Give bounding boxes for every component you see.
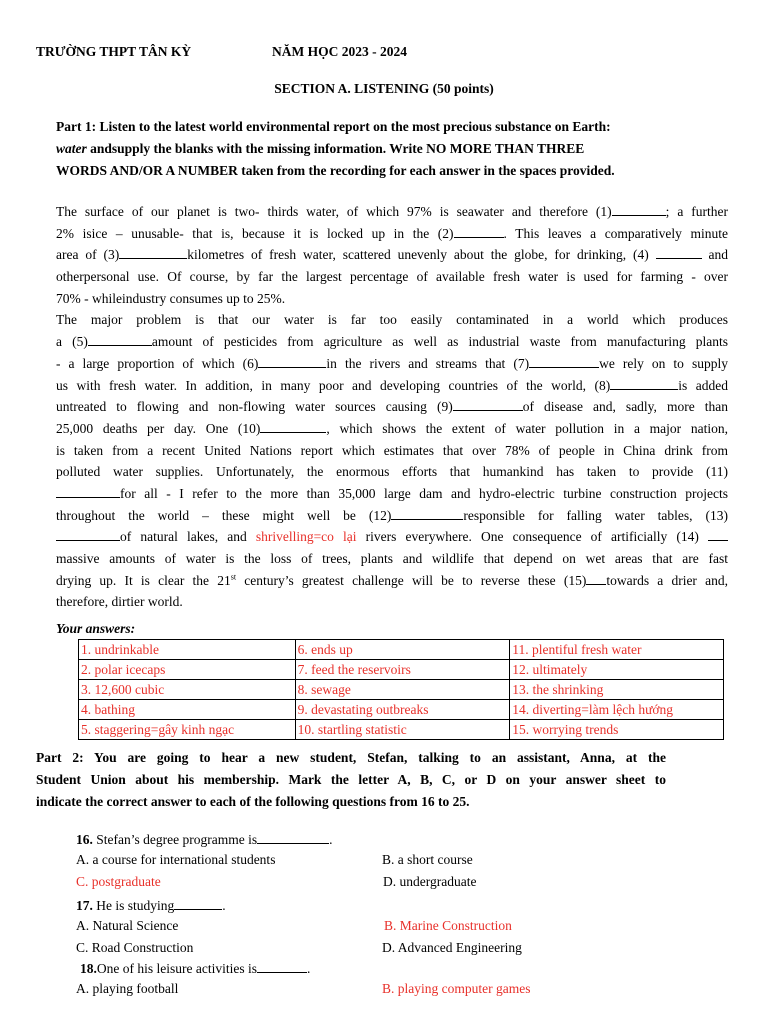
- passage-line: area of (3) kilometres of fresh water, scattered unevenly about the globe, for drinking, (4) and: [56, 247, 728, 263]
- answer-cell: 9. devastating outbreaks: [295, 700, 510, 720]
- blank-1[interactable]: [612, 202, 666, 216]
- passage-line: of natural lakes, and shrivelling=co lại rivers everywhere. One consequence of artificially (14): [56, 526, 728, 548]
- option-16-c[interactable]: C. postgraduate: [76, 874, 161, 889]
- answer-cell: 15. worrying trends: [510, 720, 724, 740]
- option-17-a[interactable]: A. Natural Science: [76, 918, 179, 933]
- part1-passage: [56, 201, 728, 613]
- answer-cell: 5. staggering=gây kinh ngạc: [79, 720, 296, 740]
- part1-instruction-line3: WORDS AND/OR A NUMBER taken from the recording for each answer in the spaces provided.: [56, 163, 615, 178]
- answers-row: [79, 680, 724, 700]
- blank-7[interactable]: [529, 354, 599, 368]
- answer-cell: 1. undrinkable: [79, 640, 296, 660]
- passage-line: untreated to flowing and non-flowing water sources causing (9) of disease and, sadly, more than: [56, 399, 728, 415]
- answers-row: [79, 660, 724, 680]
- option-17-d[interactable]: D. Advanced Engineering: [382, 940, 522, 955]
- vocab-note-red: shrivelling=co lại: [255, 529, 357, 545]
- section-title: SECTION A. LISTENING (50 points): [274, 81, 494, 96]
- question-17: 17. He is studying .: [76, 898, 226, 913]
- blank-17[interactable]: [174, 896, 222, 910]
- answer-cell: 4. bathing: [79, 700, 296, 720]
- answer-cell: 14. diverting=làm lệch hướng: [510, 700, 724, 720]
- part2-instruction-line3: indicate the correct answer to each of the following questions from 16 to 25.: [36, 794, 470, 809]
- answers-label: Your answers:: [56, 621, 136, 636]
- answer-cell: 6. ends up: [295, 640, 510, 660]
- blank-14[interactable]: [708, 527, 728, 541]
- answer-cell: 12. ultimately: [510, 660, 724, 680]
- option-18-b[interactable]: B. playing computer games: [382, 981, 531, 996]
- option-16-a[interactable]: A. a course for international students: [76, 852, 276, 867]
- answer-cell: 3. 12,600 cubic: [79, 680, 296, 700]
- option-18-a[interactable]: A. playing football: [76, 981, 179, 996]
- part1-italic-word: water: [56, 141, 87, 156]
- passage-line: a (5) amount of pesticides from agriculture as well as industrial waste from manufacturing plants: [56, 334, 729, 350]
- blank-2[interactable]: [454, 224, 504, 238]
- part1-instructions: [56, 116, 728, 182]
- passage-line: us with fresh water. In addition, in many poor and developing countries of the world, (8) is added: [56, 377, 728, 393]
- blank-3[interactable]: [119, 245, 187, 259]
- option-16-b[interactable]: B. a short course: [382, 852, 473, 867]
- part1-instruction-line2: water andsupply the blanks with the missing information. Write NO MORE THAN THREE: [56, 141, 585, 156]
- passage-line: drying up. It is clear the 21st century’s greatest challenge will be to reverse these (15) towards a drier and,: [56, 572, 728, 588]
- passage-line: 2% isice – unusable- that is, because it is locked up in the (2) . This leaves a comparatively minute: [56, 225, 728, 241]
- part2-instruction-line2: Student Union about his membership. Mark the letter A, B, C, or D on your answer sheet to: [36, 772, 666, 787]
- passage-line: The major problem is that our water is far too easily contaminated in a world which produces: [56, 312, 728, 328]
- passage-line: massive amounts of water is the loss of trees, plants and wildlife that depend on wet areas that are fast: [56, 551, 728, 566]
- answers-row: [79, 720, 724, 740]
- answers-row: [79, 640, 724, 660]
- answer-cell: 2. polar icecaps: [79, 660, 296, 680]
- blank-15[interactable]: [586, 571, 606, 585]
- passage-line: throughout the world – these might well be (12) responsible for falling water tables, (13): [56, 507, 728, 523]
- blank-9[interactable]: [453, 397, 523, 411]
- passage-line: 25,000 deaths per day. One (10) , which shows the extent of water pollution in a major nation,: [56, 420, 728, 436]
- question-18: 18.One of his leisure activities is .: [80, 961, 311, 976]
- option-17-c[interactable]: C. Road Construction: [76, 940, 194, 955]
- blank-16[interactable]: [257, 830, 329, 844]
- part2-instruction-line1: Part 2: You are going to hear a new student, Stefan, talking to an assistant, Anna, at the: [36, 750, 666, 765]
- blank-12[interactable]: [391, 506, 463, 520]
- blank-4[interactable]: [656, 245, 702, 259]
- answer-cell: 7. feed the reservoirs: [295, 660, 510, 680]
- blank-6[interactable]: [258, 354, 326, 368]
- answer-cell: 11. plentiful fresh water: [510, 640, 724, 660]
- question-16: 16. Stefan’s degree programme is .: [76, 832, 333, 847]
- blank-13[interactable]: [56, 527, 120, 541]
- option-16-d[interactable]: D. undergraduate: [383, 874, 477, 889]
- blank-8[interactable]: [610, 376, 678, 390]
- answer-cell: 8. sewage: [295, 680, 510, 700]
- answer-cell: 10. startling statistic: [295, 720, 510, 740]
- passage-line: is taken from a recent United Nations report which estimates that over 78% of people in China drink from: [56, 442, 728, 458]
- answer-cell: 13. the shrinking: [510, 680, 724, 700]
- blank-10[interactable]: [260, 419, 326, 433]
- blank-11[interactable]: [56, 484, 120, 498]
- option-17-b[interactable]: B. Marine Construction: [384, 918, 512, 933]
- passage-line: 70% - whileindustry consumes up to 25%.: [56, 290, 286, 306]
- school-year: NĂM HỌC 2023 - 2024: [272, 44, 407, 59]
- answers-table: [78, 639, 724, 740]
- passage-line: The surface of our planet is two- thirds water, of which 97% is seawater and therefore (1) ; a further: [56, 204, 728, 219]
- passage-line: therefore, dirtier world.: [56, 594, 183, 610]
- passage-line: for all - I refer to the more than 35,000 large dam and hydro-electric turbine construction projects: [56, 483, 728, 505]
- part2-instructions: [36, 747, 666, 813]
- passage-line: otherpersonal use. Of course, by far the largest percentage of available fresh water is used for farming - over: [56, 269, 728, 285]
- passage-line: polluted water supplies. Unfortunately, the enormous efforts that humankind has taken to provide (11): [56, 464, 728, 480]
- passage-line: - a large proportion of which (6) in the rivers and streams that (7) we rely on to supply: [56, 355, 728, 371]
- part1-instruction-line1: Part 1: Listen to the latest world environmental report on the most precious substance on Earth:: [56, 119, 611, 134]
- school-name: TRƯỜNG THPT TÂN KỲ: [36, 44, 192, 59]
- blank-5[interactable]: [88, 332, 152, 346]
- blank-18[interactable]: [257, 959, 307, 973]
- answers-row: [79, 700, 724, 720]
